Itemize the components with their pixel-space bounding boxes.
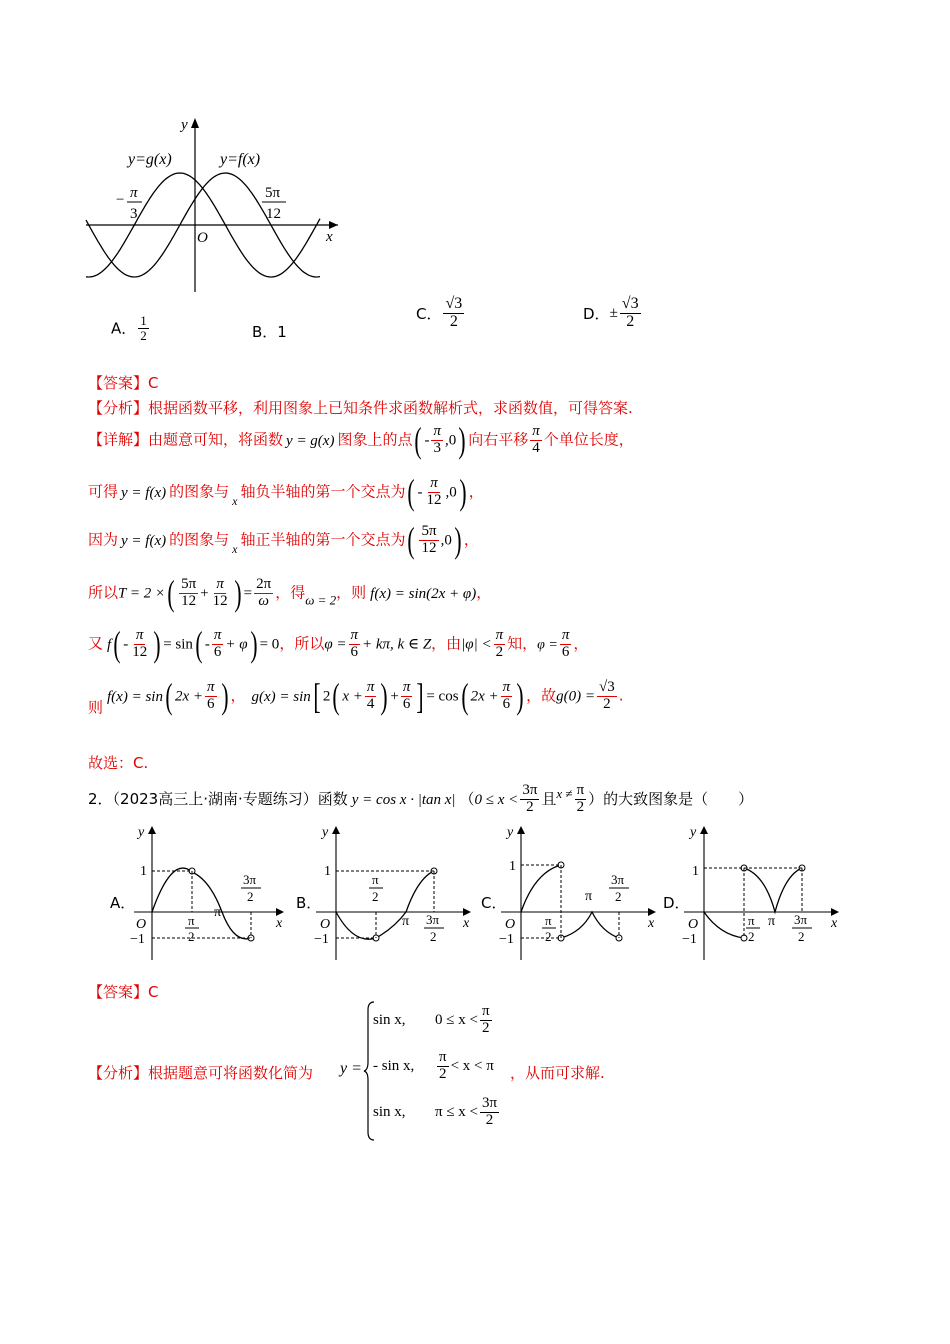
l6-d2: 4 [366,695,375,712]
l4-text-a: 所以 [88,583,119,602]
l3-f-func: y = f(x) [121,532,167,549]
q1-detail-line-6: 则f(x) = sin( 2x + $\frac{\pi}{6}$ ) ， g(x) = sin[ 2( x + $\frac{\pi}{4}$ ) + $\frac{\pi}{6}$ ] = cos( 2x + $\frac{\pi}{6}$ ) ，故g(0) = $\frac{√3}{2}$ . [88,676,624,717]
l6-in2b: x + [342,688,363,705]
l5-d2: 6 [213,643,222,660]
l1-pt-num: π [433,422,441,439]
l6-d1: 6 [207,695,215,712]
y-label: y [690,825,697,840]
l3-pt-den: 12 [421,539,437,556]
tick-one: 1 [692,864,699,879]
case1-cond: 0 ≤ x < [435,1011,478,1028]
l5-n3: π [350,626,359,643]
q2-graph-c[interactable] [497,820,662,965]
q1-analysis-text: 根据函数平移，利用图象上已知条件求函数解析式，求函数值，可得答案. [148,399,633,417]
y-axis-arrow [191,118,199,128]
q2-option-b-label[interactable]: B． [296,894,322,912]
q1-detail-line-3: 因为 y = f(x) 的图象与 $_x$ 轴正半轴的第一个交点为( $\frac{5\pi}{12}$ ,0) ， [88,520,479,560]
l6-plus: + [390,688,399,705]
tick-neg-one: −1 [682,932,697,947]
three-pi-den-d: 2 [798,929,805,944]
l1-shift-num: π [532,422,540,439]
origin-label: O [197,230,208,246]
option-b-value: 1 [277,323,287,341]
l5-phi2: φ = [537,637,558,653]
curve-d1 [704,912,744,938]
option-d-label: D． [583,304,610,323]
l4-plus: + [200,585,209,602]
q2-graph-d[interactable] [680,820,845,965]
q2-answer-value: C [148,983,159,1001]
y-axis-arrow [332,826,340,834]
x-label: x [648,916,655,931]
half-pi-den-c: 2 [545,929,552,944]
l5-eqsin: = sin [163,636,193,653]
q1-detail-line-5: 又 f( - $\frac{\pi}{12}$ ) = sin( - $\frac{\pi}{6}$ + φ) = 0，所以φ = $\frac{\pi}{6}$ + kπ, k ∈ Z，由|φ| < $\frac{\pi}{2}$ 知，φ = $\frac{\pi}{6}$ ， [88,624,589,664]
y-axis-arrow [700,826,708,834]
l6-in3: 2x + [470,688,499,705]
l1-pt-sign: - [424,432,430,449]
case2-func: - sin x, [373,1057,415,1074]
l5-d3: 6 [350,643,358,660]
pi-b: π [402,914,410,929]
case1-func: sin x, [373,1011,406,1028]
case2-cond: < x < π [450,1057,494,1074]
origin-label: O [320,917,331,932]
q2-cond-a: 0 ≤ x < [474,791,519,808]
option-d-den: 2 [626,312,635,330]
q2-number: 2． [88,789,113,808]
l6-in1: 2x + [174,688,203,705]
l5-d4: 2 [495,643,504,660]
origin-label: O [505,917,516,932]
piecewise-case-1 [373,1004,494,1037]
curve-d2 [744,868,802,912]
option-c-num: √3 [445,295,463,312]
q2-cond-num: 3π [522,782,538,798]
l4-n3: 2π [256,575,272,592]
l2-text-e: ， [468,482,484,501]
three-pi-num-c: 3π [611,872,625,887]
q1-detail-line-4: 所以T = 2 ×( $\frac{5\pi}{12}$ + $\frac{\pi}{12}$ ) = $\frac{2\pi}{\omega}$ ，得ω = 2，则 f(x) = sin(2x + φ)， [88,573,492,613]
y-axis-label: y [181,117,188,133]
x-axis-arrow [329,221,338,229]
q1-answer [88,372,159,393]
option-b[interactable] [252,321,287,342]
l5-n2: π [213,626,222,643]
half-pi-num-d: π [748,913,755,928]
option-b-label: B． [252,323,278,341]
option-c-den: 2 [449,312,458,330]
f-curve-label: y=f(x) [220,151,261,168]
l5-text-c: ，所以 [279,634,325,653]
q2-cond-b: x ≠ [556,785,573,801]
l6-eqcos: = cos [426,688,459,705]
l5-abs: |φ| < [461,636,492,653]
curve-a [152,868,252,939]
half-pi-den-b: 2 [372,889,379,904]
l1-text-a: 由题意可知，将函数 [148,430,284,449]
tick-one: 1 [324,864,331,879]
curve-c2 [561,912,619,938]
l2-text-d: 轴负半轴的第一个交点为 [240,482,406,501]
neg-pi-3-sign: − [116,192,125,208]
neg-pi-3-num: π [130,185,138,201]
l2-text-c: 的图象与 [169,482,230,501]
q1-answer-tag: 【答案】 [88,374,149,392]
three-pi-num-a: 3π [243,872,257,887]
g-curve-label: y=g(x) [128,151,172,168]
l4-d1: 12 [181,592,197,609]
five-pi-12-den: 12 [266,206,281,222]
l6-d4: 6 [502,695,511,712]
y-label: y [507,825,514,840]
l4-text-e: ， [476,583,492,602]
l5-eq0: = 0 [259,636,280,653]
y-label: y [322,825,329,840]
l4-omega: ω = 2 [305,592,337,608]
q2-answer-tag: 【答案】 [88,983,149,1001]
q1-analysis-tag: 【分析】 [88,399,149,417]
q2-source: （2023高三上·湖南·专题练习）函数 [112,789,348,808]
x-axis-arrow [276,908,284,916]
l4-n2: π [216,575,224,592]
option-c[interactable] [416,296,466,331]
l1-text-c: 图象上的点 [337,430,413,449]
l5-d1: 12 [132,643,148,660]
curve-b [336,871,434,939]
half-pi-num-a: π [188,913,195,928]
l6-text-a: 则 [88,698,104,717]
q1-detail-line-2: 可得 y = f(x) 的图象与 $_x$ 轴负半轴的第一个交点为( - $\frac{\pi}{12}$ ,0) ， [88,472,484,512]
l6-n2: π [366,678,375,695]
l5-n1: π [135,626,144,643]
q2-tail: 的大致图象是（ ） [603,789,754,808]
l3-text-a: 因为 [88,530,119,549]
l2-pt-end: ,0 [445,484,457,501]
q2-option-a-label[interactable]: A． [110,894,136,912]
tick-neg-one: −1 [499,932,514,947]
q2-cond-den2: 2 [576,798,585,815]
l4-text-c: ，得 [275,583,306,602]
l4-period: T = 2 × [118,585,166,602]
q2-analysis-text-b: ，从而可求解. [510,1064,605,1082]
q2-cond-num2: π [576,782,585,798]
case3-num: 3π [482,1095,498,1111]
half-pi-num-b: π [372,872,379,887]
tick-neg-one: −1 [314,932,329,947]
l5-phi: φ = [324,636,347,653]
option-a[interactable] [111,314,151,342]
q2-option-c-label[interactable]: C． [481,894,507,912]
option-d[interactable] [583,296,643,331]
l3-pt-num: 5π [421,522,437,539]
l6-text-e: . [618,686,624,705]
l4-d2: 12 [212,592,228,609]
q1-detail-tag: 【详解】 [88,430,149,449]
option-a-num: 1 [140,313,147,328]
three-pi-den-c: 2 [615,889,622,904]
five-pi-12-num: 5π [265,185,281,201]
origin-label: O [688,917,699,932]
q1-conclusion: 故选：C. [88,754,149,772]
tick-one: 1 [140,864,147,879]
q2-cond-den: 2 [526,798,534,815]
l6-n1: π [207,678,215,695]
l6-fx: f(x) = sin [107,688,163,705]
pi-a: π [214,905,222,920]
l3-text-c: 的图象与 [169,530,230,549]
half-pi-den-a: 2 [188,929,195,944]
l1-pt-end: ,0 [445,432,457,449]
l3-text-e: ， [463,530,479,549]
q1-analysis [88,397,633,418]
l6-n3: π [402,678,411,695]
l2-pt-sign: - [417,484,423,501]
y-axis-arrow [517,826,525,834]
piecewise-case-3 [373,1096,501,1129]
tick-neg-one: −1 [130,932,145,947]
l1-text-e: 个单位长度， [543,430,634,449]
l5-f: f [107,636,112,653]
case1-den: 2 [481,1019,490,1036]
l2-f-func: y = f(x) [121,484,167,501]
q2-analysis-text-a: 根据题意可将函数化简为 [148,1064,314,1082]
l3-pt-end: ,0 [440,532,452,549]
l4-text-d: ，则 [336,583,367,602]
y-axis-arrow [148,826,156,834]
q1-function-graph [80,110,350,300]
l6-comma: ， [230,686,246,705]
l2-x: x [232,493,238,508]
option-d-num: √3 [621,295,639,312]
l3-text-d: 轴正半轴的第一个交点为 [240,530,406,549]
l5-text-f: ， [573,634,589,653]
l5-s1: - [123,636,129,653]
q2-answer [88,981,159,1002]
l5-plusphi: + φ [225,636,248,653]
l6-d3: 6 [402,695,411,712]
three-pi-den-b: 2 [430,929,437,944]
three-pi-den-a: 2 [247,889,254,904]
option-d-sign: ± [609,304,618,321]
y-label: y [138,825,145,840]
l4-f-expr: f(x) = sin(2x + φ) [370,585,477,602]
l6-text-c: ，故 [526,686,557,705]
l1-g-func: y = g(x) [286,432,335,449]
l4-n1: 5π [181,575,197,592]
l5-s2: - [204,636,210,653]
l5-k: + kπ, k ∈ Z [362,636,432,653]
neg-pi-3-den: 3 [130,206,138,222]
case2-num: π [439,1049,447,1065]
l6-gx: g(x) = sin [251,688,311,705]
case3-func: sin x, [373,1103,406,1120]
l2-pt-den: 12 [426,491,442,508]
option-a-label: A． [111,319,137,338]
q1-answer-value: C [148,374,159,392]
q1-detail-line-1: 【详解】由题意可知，将函数 y = g(x) 图象上的点( - $\frac{\pi}{3}$ ,0) 向右平移 $\frac{\pi}{4}$ 个单位长度， [88,420,634,460]
q2-option-d-label[interactable]: D． [663,894,690,912]
l4-d3: ω [258,592,269,609]
x-axis-arrow [648,908,656,916]
x-label: x [463,916,470,931]
l6-g0: g(0) = [556,688,595,705]
curve-c1 [521,865,561,912]
tick-one: 1 [509,859,516,874]
l2-pt-num: π [430,474,438,491]
l6-n5: √3 [599,678,615,695]
q2-analysis-tag: 【分析】 [88,1064,149,1082]
l6-in2a: 2 [322,688,331,705]
q2-graph-b[interactable] [312,820,477,965]
three-pi-num-d: 3π [794,912,808,927]
case1-num: π [481,1003,490,1019]
l5-text-d: ，由 [431,634,462,653]
case3-cond: π ≤ x < [435,1103,479,1120]
l6-d5: 2 [603,695,611,712]
q2-cond-close: ） [588,789,604,808]
l5-n4: π [495,626,504,643]
l1-text-d: 向右平移 [468,430,529,449]
l5-n5: π [561,626,570,643]
l5-d5: 6 [561,643,570,660]
l5-text-e: 知， [507,634,538,653]
case3-den: 2 [485,1111,494,1128]
case2-den: 2 [439,1065,447,1082]
q2-cond-and: 且 [541,789,557,808]
q2-graph-a[interactable] [130,820,290,965]
half-pi-den-d: 2 [748,929,755,944]
l2-text-a: 可得 [88,482,119,501]
x-axis-label: x [326,229,333,245]
piecewise-case-2 [373,1050,494,1083]
x-label: x [276,916,283,931]
q2-piecewise-y: y = [340,1060,362,1077]
l5-text-a: 又 [88,634,104,653]
origin-label: O [136,917,147,932]
q2-cond-open: （ [459,789,475,808]
q2-stem [88,783,753,816]
q2-analysis [88,1062,313,1083]
half-pi-num-c: π [545,913,552,928]
option-a-den: 2 [140,327,147,343]
x-axis-arrow [463,908,471,916]
l4-eq: = [243,585,253,602]
x-axis-arrow [831,908,839,916]
l1-shift-den: 4 [532,439,540,456]
l6-n4: π [502,678,511,695]
x-label: x [831,916,838,931]
three-pi-num-b: 3π [426,912,440,927]
q2-function: y = cos x · |tan x| [351,791,456,808]
l3-x: x [232,541,238,556]
pi-d: π [768,914,776,929]
l1-pt-den: 3 [433,439,441,456]
option-c-label: C． [416,304,442,323]
pi-c: π [585,889,593,904]
